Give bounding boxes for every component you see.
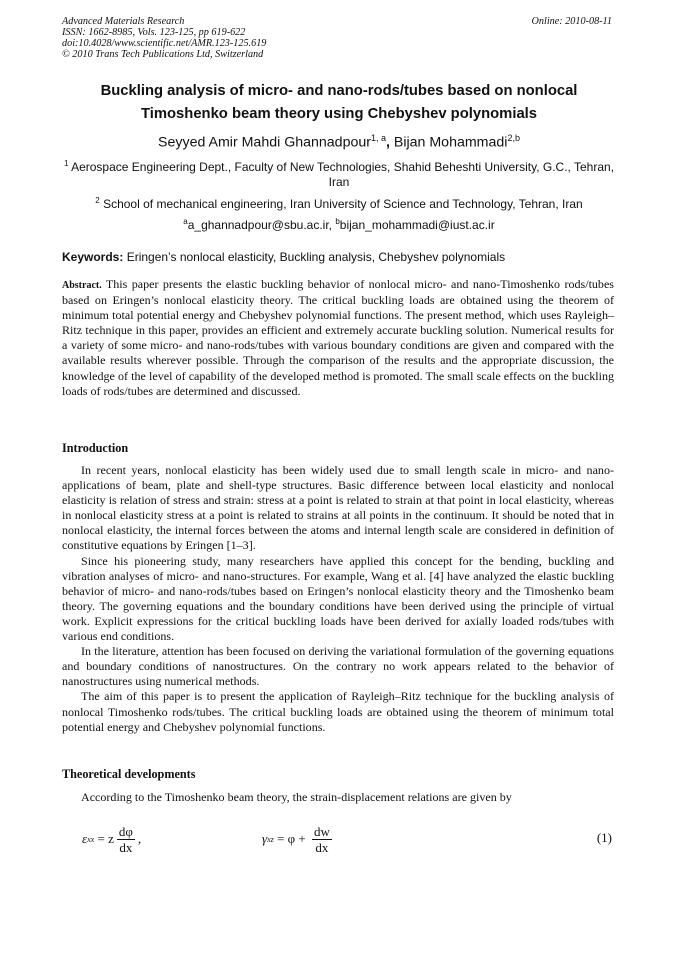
fraction-dphi-dx (117, 824, 135, 855)
author-emails (62, 214, 616, 233)
keywords-text: Eringen’s nonlocal elasticity, Buckling analysis, Chebyshev polynomials (123, 250, 506, 264)
author-1: Seyyed Amir Mahdi Ghannadpour (158, 134, 371, 151)
author-separator: , (385, 134, 394, 151)
abstract (62, 277, 614, 399)
email-a: a_ghannadpour@sbu.ac.ir, (187, 218, 336, 232)
journal-header (62, 16, 266, 60)
keywords (62, 250, 616, 265)
paragraph: In the literature, attention has been focused on deriving the variational formulation of the governing equations and boundary conditions of nanostructures. On the contrary no work appears related to the behavior of nanostructures using numerical methods. (62, 644, 614, 689)
paper-title: Buckling analysis of micro- and nano-rods/tubes based on nonlocal Timoshenko beam theory using Chebyshev polynomials (100, 83, 578, 122)
header-online-date: Online: 2010-08-11 (531, 16, 612, 27)
abstract-label: Abstract. (62, 280, 102, 291)
affiliation-1-mark: 1 (63, 159, 69, 168)
paragraph: The aim of this paper is to present the application of Rayleigh–Ritz technique for the buckling analysis of nonlocal Timoshenko rods/tubes. The critical buckling loads are obtained using the theorem of minimum total potential energy and Chebyshev polynomial functions. (62, 689, 614, 734)
fraction-numerator: dφ (118, 823, 133, 839)
paragraph: In recent years, nonlocal elasticity has been widely used due to small length scale in micro- and nano-applications of beam, plate and shell-type structures. Basic difference between local elasticity and nonlocal elasticity is relation of stress and strain: stress at a point is related to strain at that point in local elasticity, whereas in nonlocal elasticity stress at a point is related to strains at all points in the continuum. It should be noted that in nonlocal elasticity, the internal forces between the atoms and internal length scale are considered in definition of constitutive equations by Eringen [1–3]. (62, 463, 614, 553)
introduction-heading: Introduction (62, 441, 129, 455)
author-1-affiliation-mark: 1, a (370, 133, 386, 143)
header-journal-name: Advanced Materials Research (62, 16, 185, 27)
affiliation-1 (62, 156, 616, 190)
subscript-xx: xx (87, 834, 95, 844)
author-line (62, 128, 616, 153)
theory-heading: Theoretical developments (62, 767, 196, 781)
abstract-text: This paper presents the elastic buckling behavior of nonlocal micro- and nano-Timoshenko rods/tubes based on Eringen’s nonlocal elasticity theory. The critical buckling loads are obtained using the theorem of minimum total potential energy and Chebyshev polynomial functions. The present method, which uses Rayleigh–Ritz technique in this paper, provides an efficient and extremely accurate buckling solution. Numerical results for a variety of some micro- and nano-rods/tubes with various boundary conditions are given and compared with the available results wherever possible. Through the comparison of the results and the appropriate discussion, the knowledge of the level of capability of the developed method is promoted. The small scale effects on the buckling loads of rods/tubes are determined and discussed. (62, 277, 614, 398)
fraction-dw-dx (312, 824, 332, 855)
equation-strain-xx (82, 817, 141, 861)
email-b: bijan_mohammadi@iust.ac.ir (339, 218, 495, 232)
author-2: Bijan Mohammadi (393, 134, 508, 151)
equation-1 (62, 817, 614, 865)
equation-number: (1) (596, 830, 612, 845)
fraction-denominator: dx (315, 839, 329, 855)
introduction-body (62, 463, 614, 735)
symbol-gamma: γ (262, 831, 268, 846)
equation-shear-xz (262, 817, 335, 861)
subscript-xz: xz (267, 834, 274, 844)
equation-separator: , (137, 831, 142, 846)
paragraph: According to the Timoshenko beam theory, the strain-displacement relations are given by (81, 790, 512, 804)
fraction-numerator: dw (313, 823, 330, 839)
header-doi: doi:10.4028/www.scientific.net/AMR.123-125.619 (62, 38, 267, 49)
email-b-mark: b (335, 217, 340, 226)
equation-rhs-2: = φ + (273, 831, 309, 846)
email-a-mark: a (183, 217, 188, 226)
equation-rhs-1: = z (94, 831, 114, 846)
affiliation-1-text: Aerospace Engineering Dept., Faculty of New Technologies, Shahid Beheshti University, G.C., Tehran, Iran (71, 160, 615, 189)
affiliation-2-text: School of mechanical engineering, Iran University of Science and Technology, Tehran, Iran (103, 197, 583, 211)
paragraph: Since his pioneering study, many researchers have applied this concept for the bending, buckling and vibration analyses of micro- and nano-structures. For example, Wang et al. [4] have analyzed the elastic buckling behavior of micro- and nano-rods/tubes based on Eringen’s nonlocal elasticity theory and the Timoshenko beam theory. The governing equations and the boundary conditions have been derived using the principle of virtual work. Explicit expressions for the critical buckling loads have been derived for axially loaded rods/tubes with various end conditions. (62, 553, 614, 644)
affiliation-2-mark: 2 (95, 196, 100, 205)
theory-body (62, 790, 614, 805)
header-copyright: © 2010 Trans Tech Publications Ltd, Switzerland (62, 49, 264, 60)
fraction-denominator: dx (119, 839, 133, 855)
header-issn: ISSN: 1662-8985, Vols. 123-125, pp 619-622 (62, 27, 246, 38)
affiliation-2 (62, 193, 616, 212)
symbol-epsilon: ε (82, 831, 88, 846)
author-2-affiliation-mark: 2,b (507, 133, 520, 143)
keywords-label: Keywords: (62, 250, 124, 264)
